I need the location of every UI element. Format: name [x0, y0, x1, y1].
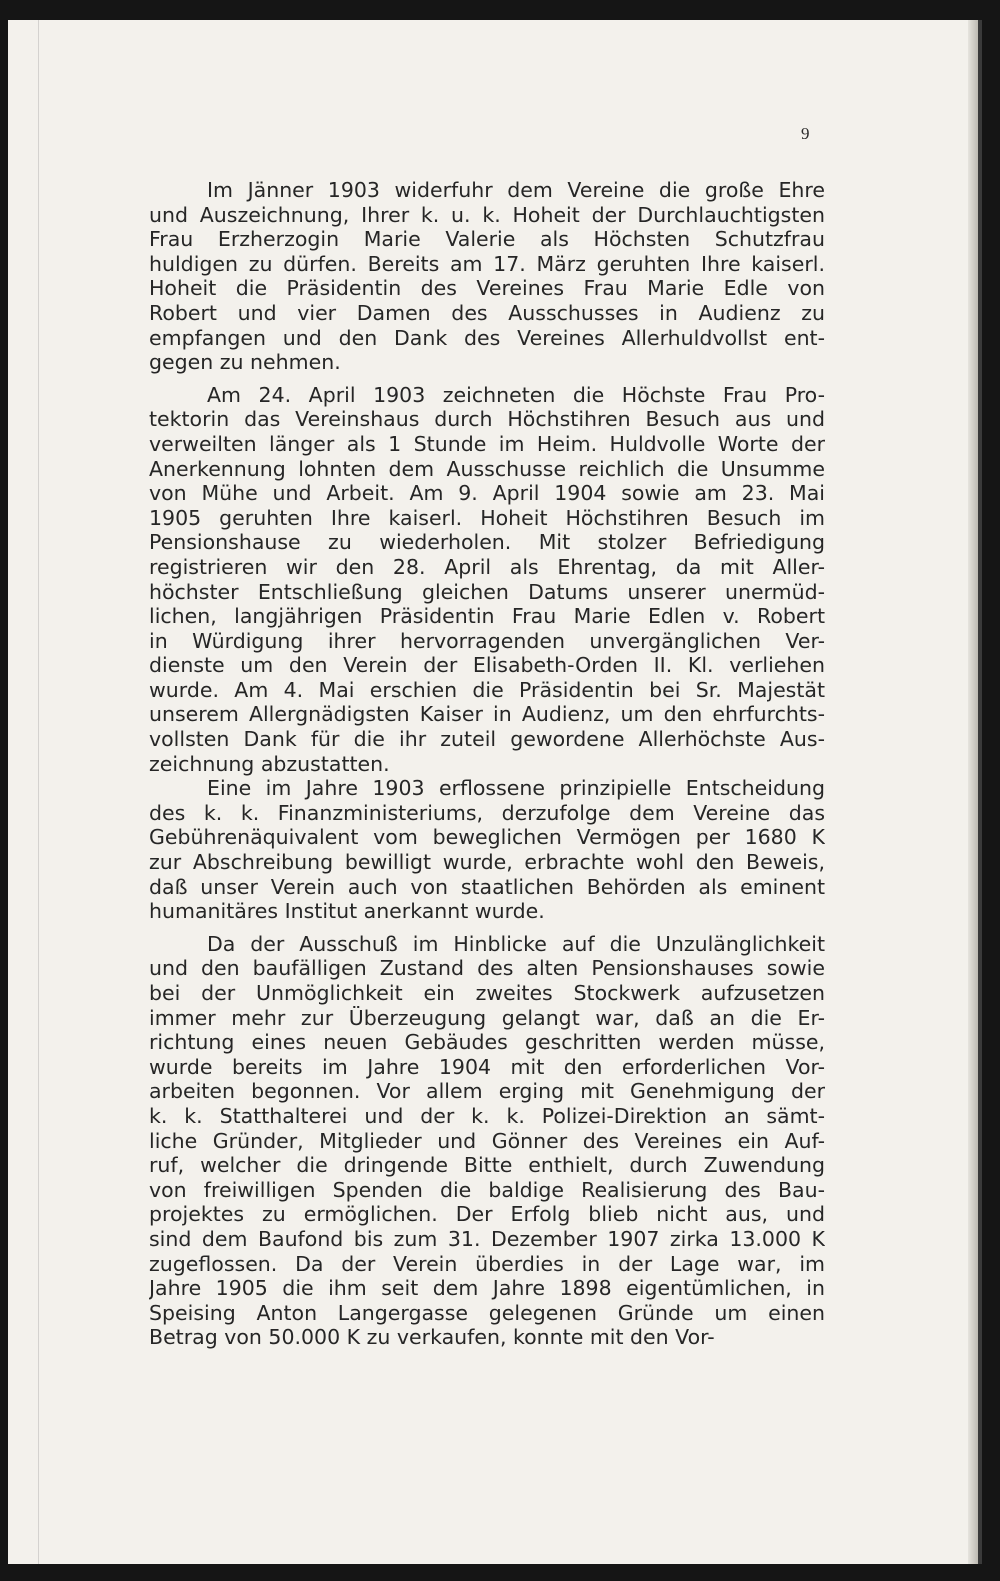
text-line: Da der Ausschuß im Hinblicke auf die Unzulänglichkeit [207, 931, 825, 956]
text-line: arbeiten begonnen. Vor allem erging mit Genehmigung der [149, 1079, 825, 1104]
text-line: richtung eines neuen Gebäudes geschritten werden müsse, [149, 1030, 825, 1055]
text-line: Speising Anton Langergasse gelegenen Gründe um einen [149, 1300, 825, 1325]
text-line: verweilten länger als 1 Stunde im Heim. Huldvolle Worte der [149, 431, 825, 456]
text-line: des k. k. Finanzministeriums, derzufolge dem Vereine das [149, 800, 825, 825]
text-line: tektorin das Vereinshaus durch Höchstihren Besuch aus und [149, 407, 825, 432]
text-line: Jahre 1905 die ihm seit dem Jahre 1898 eigentümlichen, in [149, 1276, 825, 1301]
text-line: vollsten Dank für die ihr zuteil gewordene Allerhöchste Aus- [149, 727, 825, 752]
text-line: unserem Allergnädigsten Kaiser in Audienz, um den ehrfurchts- [149, 702, 825, 727]
text-line: daß unser Verein auch von staatlichen Behörden als eminent [149, 874, 825, 899]
text-line: Am 24. April 1903 zeichneten die Höchste Frau Pro- [207, 382, 825, 407]
text-line: 1905 geruhten Ihre kaiserl. Hoheit Höchstihren Besuch im [149, 505, 825, 530]
text-line: liche Gründer, Mitglieder und Gönner des Vereines ein Auf- [149, 1128, 825, 1153]
text-line: Eine im Jahre 1903 erflossene prinzipielle Entscheidung [207, 776, 825, 801]
page-number: 9 [801, 124, 810, 143]
text-line: wurde bereits im Jahre 1904 mit den erforderlichen Vor- [149, 1054, 825, 1079]
text-line: von Mühe und Arbeit. Am 9. April 1904 sowie am 23. Mai [149, 481, 825, 506]
text-line: registrieren wir den 28. April als Ehrentag, da mit Aller- [149, 554, 825, 579]
text-line: von freiwilligen Spenden die baldige Realisierung des Bau- [149, 1177, 825, 1202]
text-line: ruf, welcher die dringende Bitte enthielt, durch Zuwendung [149, 1153, 825, 1178]
paragraph-1 [149, 178, 825, 375]
text-line: und Auszeichnung, Ihrer k. u. k. Hoheit der Durchlauchtigsten [149, 202, 825, 227]
text-line: huldigen zu dürfen. Bereits am 17. März geruhten Ihre kaiserl. [149, 251, 825, 276]
text-line: Pensionshause zu wiederholen. Mit stolzer Befriedigung [149, 530, 825, 555]
text-line: Hoheit die Präsidentin des Vereines Frau Marie Edle von [149, 276, 825, 301]
text-line: Frau Erzherzogin Marie Valerie als Höchsten Schutzfrau [149, 227, 825, 252]
text-line: Robert und vier Damen des Ausschusses in Audienz zu [149, 300, 825, 325]
text-line: bei der Unmöglichkeit ein zweites Stockwerk aufzusetzen [149, 981, 825, 1005]
text-line: zugeflossen. Da der Verein überdies in der Lage war, im [149, 1251, 825, 1276]
paragraph-3 [149, 776, 825, 924]
text-line: dienste um den Verein der Elisabeth-Orden II. Kl. verliehen [149, 653, 825, 678]
text-line: sind dem Baufond bis zum 31. Dezember 1907 zirka 13.000 K [149, 1226, 825, 1251]
text-line: empfangen und den Dank des Vereines Allerhuldvollst ent- [149, 325, 825, 350]
text-line: projektes zu ermöglichen. Der Erfolg blieb nicht aus, und [149, 1202, 825, 1227]
paragraph-2 [149, 383, 825, 777]
paragraph-4 [149, 932, 825, 1350]
text-line: Anerkennung lohnten dem Ausschusse reichlich die Unsumme [149, 456, 825, 481]
text-line: zur Abschreibung bewilligt wurde, erbrachte wohl den Beweis, [149, 850, 825, 875]
body-text [149, 178, 825, 1350]
text-line: höchster Entschließung gleichen Datums unserer unermüd- [149, 579, 825, 604]
page-gutter-line [38, 20, 39, 1564]
text-line: Im Jänner 1903 widerfuhr dem Vereine die große Ehre [207, 178, 825, 202]
book-page [8, 20, 982, 1564]
text-line: lichen, langjährigen Präsidentin Frau Marie Edlen v. Robert [149, 604, 825, 629]
book-spine-edge [968, 20, 978, 1564]
text-line: gegen zu nehmen. [149, 350, 341, 375]
text-line: in Würdigung ihrer hervorragenden unvergänglichen Ver- [149, 628, 825, 653]
text-line: wurde. Am 4. Mai erschien die Präsidentin bei Sr. Majestät [149, 677, 825, 702]
text-line: Gebührenäquivalent vom beweglichen Vermögen per 1680 K [149, 825, 825, 850]
text-line: zeichnung abzustatten. [149, 751, 390, 776]
text-line: Betrag von 50.000 K zu verkaufen, konnte mit den Vor- [149, 1325, 715, 1350]
text-line: und den baufälligen Zustand des alten Pensionshauses sowie [149, 956, 825, 981]
text-line: immer mehr zur Überzeugung gelangt war, daß an die Er- [149, 1005, 825, 1030]
text-line: k. k. Statthalterei und der k. k. Polizei-Direktion an sämt- [149, 1103, 825, 1128]
text-line: humanitäres Institut anerkannt wurde. [149, 899, 545, 924]
